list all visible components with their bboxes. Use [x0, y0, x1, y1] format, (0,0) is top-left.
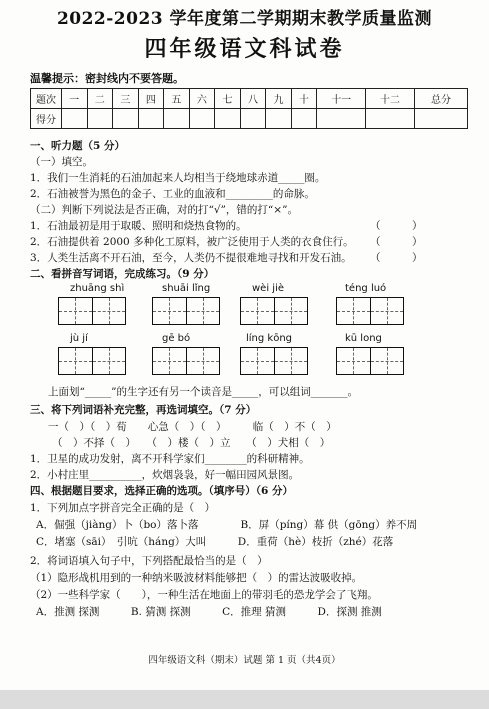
answer-bracket[interactable]: （ ）	[370, 252, 423, 264]
score-input-cell[interactable]	[113, 109, 139, 129]
pinyin-followup-line: 上面划“_____”的生字还有另一个读音是_____，可以组词_______。	[48, 386, 358, 398]
score-table	[30, 88, 468, 129]
choice-question: 2．将词语填入句子中，下列搭配最恰当的是（ ）	[30, 555, 268, 567]
score-cell: 十二	[366, 89, 415, 109]
score-input-cell[interactable]	[366, 109, 415, 129]
score-input-cell[interactable]	[138, 109, 164, 129]
word-completion-line: （ ）不择（ ） （ ）楼（ ）立 （ ）犬相（ ）	[52, 437, 331, 449]
section-words-heading: 三、将下列词语补充完整，再选词填空。（7 分）	[30, 404, 257, 416]
exam-title-subject: 四年级语文科试卷	[144, 36, 345, 62]
section-listening-heading: 一、听力题（5 分）	[30, 140, 125, 152]
score-cell: 总分	[415, 89, 468, 109]
writing-grid[interactable]	[336, 347, 404, 375]
pinyin-label: wèi jiè	[252, 283, 284, 294]
writing-grid[interactable]	[240, 297, 308, 325]
score-input-cell[interactable]	[189, 109, 215, 129]
answer-bracket[interactable]: （ ）	[370, 220, 423, 232]
score-cell: 七	[215, 89, 241, 109]
score-value-row	[31, 109, 468, 129]
judge-line: 2．石油提供着 2000 多种化工原料，被广泛使用于人类的衣食住行。	[30, 236, 354, 248]
pinyin-label: zhuāng shì	[70, 283, 125, 294]
score-header-row	[31, 89, 468, 109]
score-row-label: 得分	[31, 109, 62, 129]
writing-grid[interactable]	[152, 297, 220, 325]
score-input-cell[interactable]	[317, 109, 366, 129]
scan-bottom-bar	[0, 690, 489, 709]
question-line: 2．石油被誉为黑色的金子、工业的血液和_________的命脉。	[30, 188, 315, 200]
subsection-fill-heading: （一）填空。	[30, 156, 93, 168]
score-input-cell[interactable]	[291, 109, 317, 129]
pinyin-label: gē bó	[162, 333, 191, 344]
score-cell: 十	[291, 89, 317, 109]
score-input-cell[interactable]	[87, 109, 113, 129]
subsection-judge-heading: （二）判断下列说法是否正确，对的打“√”，错的打“×”。	[30, 204, 298, 216]
pinyin-label: téng luó	[345, 283, 387, 294]
score-cell: 一	[62, 89, 88, 109]
warning-tip: 温馨提示：密封线内不要答题。	[30, 72, 184, 85]
exam-title-year: 2022-2023 学年度第二学期期末教学质量监测	[56, 9, 433, 29]
score-cell: 八	[240, 89, 266, 109]
section-choice-heading: 四、根据题目要求，选择正确的选项。（填序号）（6 分）	[30, 485, 293, 497]
score-input-cell[interactable]	[62, 109, 88, 129]
writing-grid[interactable]	[336, 297, 404, 325]
page-footer: 四年级语文科（期末）试题 第 1 页（共4页）	[148, 655, 341, 666]
fill-sentence-line: 2．小村庄里__________，炊烟袅袅，好一幅田园风景图。	[30, 469, 300, 481]
score-cell: 十一	[317, 89, 366, 109]
choice-sentence: （1）隐形战机用到的一种纳米吸波材料能够把（ ）的雷达波吸收掉。	[30, 572, 363, 584]
judge-line: 1．石油最初是用于取暖、照明和烧热食物的。	[30, 220, 247, 232]
writing-grid[interactable]	[58, 297, 126, 325]
choice-question: 1．下列加点字拼音完全正确的是（ ）	[30, 502, 216, 514]
pinyin-label: shuāi lǐng	[162, 283, 211, 294]
score-cell: 六	[189, 89, 215, 109]
writing-grid[interactable]	[152, 347, 220, 375]
choice-options: A．推测 探测 B. 猜测 探测 C．推理 猜测 D．探测 推测	[36, 606, 382, 618]
pinyin-label: kū long	[345, 333, 382, 344]
score-input-cell[interactable]	[164, 109, 190, 129]
answer-bracket[interactable]: （ ）	[370, 236, 423, 248]
pinyin-label: líng kōng	[246, 333, 293, 344]
score-input-cell[interactable]	[266, 109, 292, 129]
choice-options: C．堵塞（sāi） 引吭（háng）大叫 D．重荷（hè）枝折（zhé）花落	[36, 536, 394, 548]
score-cell: 三	[113, 89, 139, 109]
score-input-cell[interactable]	[215, 109, 241, 129]
choice-options: A．倔强（jiàng）卜（bo）落卜落 B．屏（píng）幕 供（gōng）养不周	[36, 519, 418, 531]
score-cell: 九	[266, 89, 292, 109]
writing-grid[interactable]	[240, 347, 308, 375]
section-pinyin-heading: 二、看拼音写词语，完成练习。（9 分）	[30, 268, 215, 280]
word-completion-line: 一（ ）（ ）荀 心急（ ）（ ） 临（ ）不（ ）	[48, 421, 337, 433]
fill-sentence-line: 1．卫星的成功发射，离不开科学家们________的科研精神。	[30, 453, 310, 465]
question-line: 1．我们一生消耗的石油加起来人均相当于绕地球赤道_____圈。	[30, 172, 326, 184]
score-cell: 题次	[31, 89, 62, 109]
writing-grid[interactable]	[58, 347, 126, 375]
score-input-cell[interactable]	[240, 109, 266, 129]
pinyin-label: jù jí	[70, 333, 88, 344]
score-input-cell[interactable]	[415, 109, 468, 129]
score-cell: 四	[138, 89, 164, 109]
choice-sentence: （2）一些科学家（ ），一种生活在地面上的带羽毛的恐龙学会了飞翔。	[30, 589, 378, 601]
judge-line: 3．人类生活离不开石油，至今，人类仍不提很难地寻找和开发石油。	[30, 252, 352, 264]
score-cell: 二	[87, 89, 113, 109]
score-cell: 五	[164, 89, 190, 109]
